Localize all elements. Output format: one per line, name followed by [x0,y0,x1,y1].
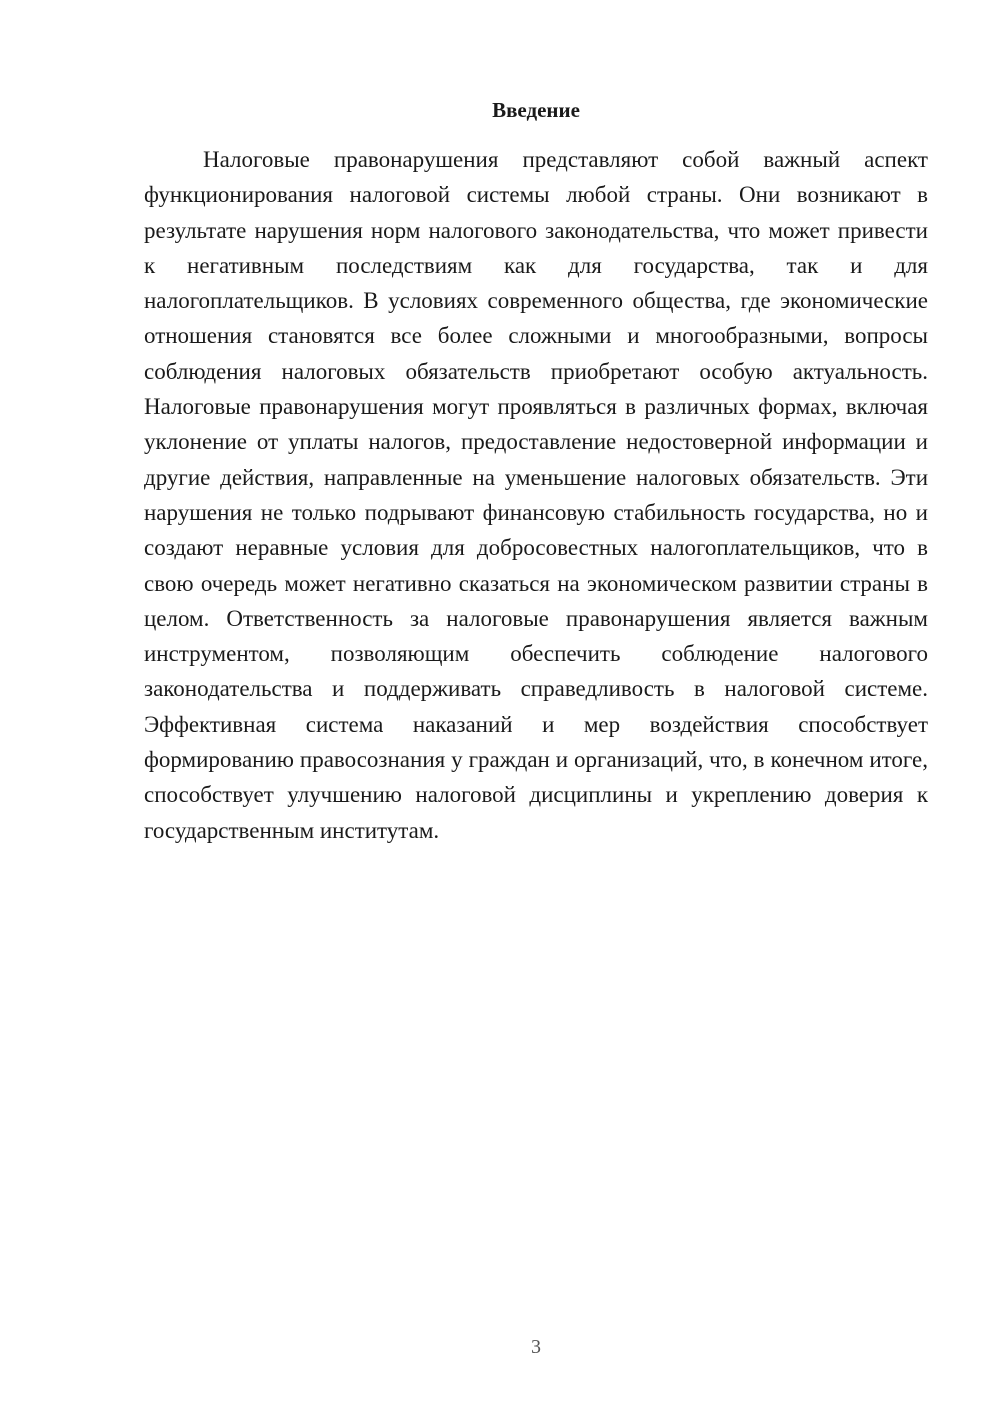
page-title: Введение [492,98,580,122]
body-paragraph: Налоговые правонарушения представляют собой важный аспект функционирования налоговой системы любой страны. Они возникают в результате нарушения норм налогового законодательства, что может привести к негативным последствиям как для государства, так и для налогоплательщиков. В условиях современного общества, где экономические отношения становятся все более сложными и многообразными, вопросы соблюдения налоговых обязательств приобретают особую актуальность. Налоговые правонарушения могут проявляться в различных формах, включая уклонение от уплаты налогов, предоставление недостоверной информации и другие действия, направленные на уменьшение налоговых обязательств. Эти нарушения не только подрывают финансовую стабильность государства, но и создают неравные условия для добросовестных налогоплательщиков, что в свою очередь может негативно сказаться на экономическом развитии страны в целом. Ответственность за налоговые правонарушения является важным инструментом, позволяющим обеспечить соблюдение налогового законодательства и поддерживать справедливость в налоговой системе. Эффективная система наказаний и мер воздействия способствует формированию правосознания у граждан и организаций, что, в конечном итоге, способствует улучшению налоговой дисциплины и укреплению доверия к государственным институтам. [144,147,928,843]
page-number: 3 [531,1336,541,1358]
